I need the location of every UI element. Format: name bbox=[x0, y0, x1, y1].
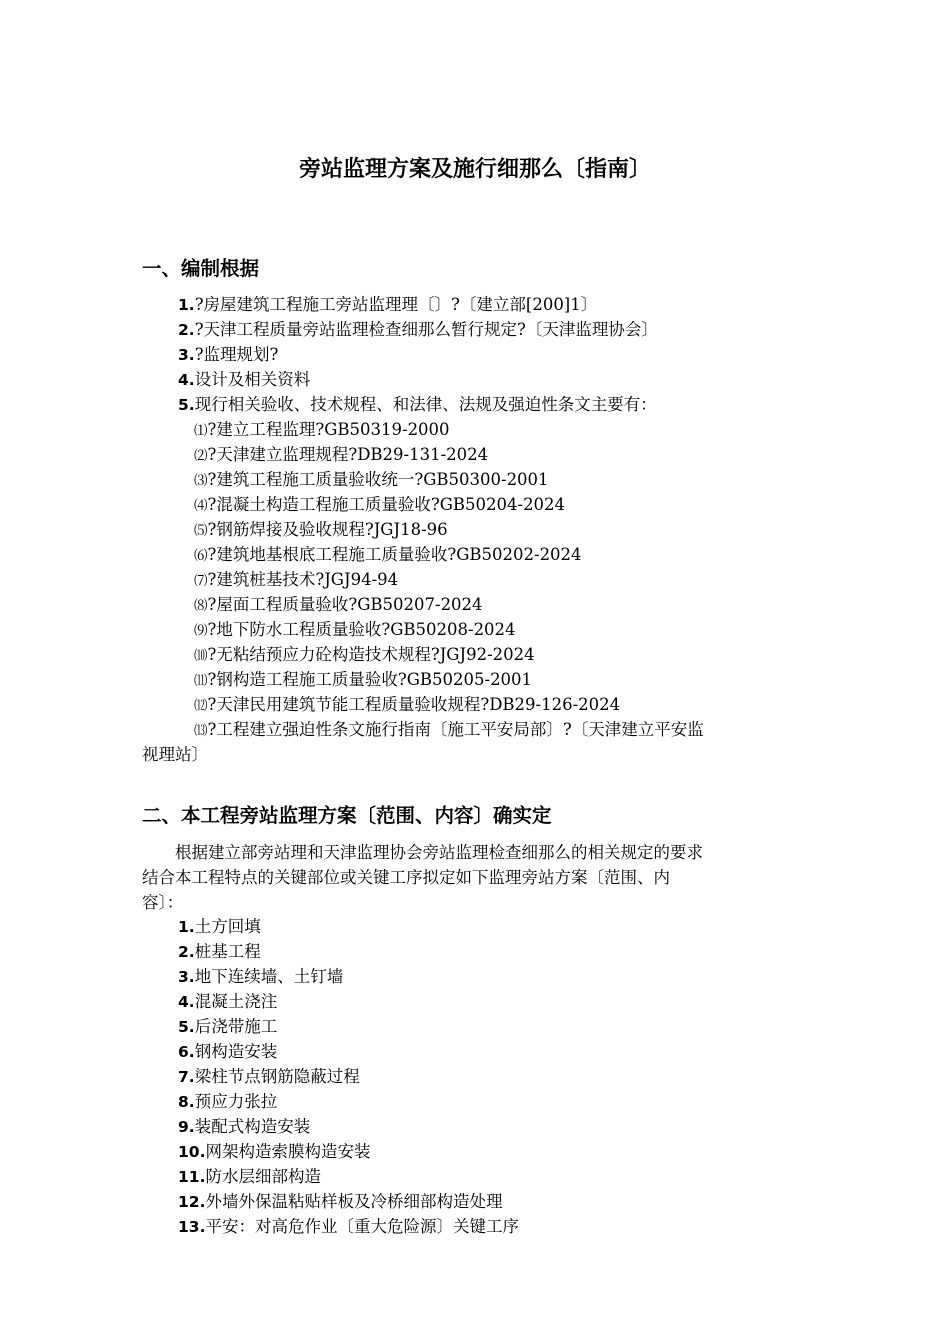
sub-list-item-continuation: 视理站〕 bbox=[142, 745, 208, 764]
item-text: ?监理规划? bbox=[194, 345, 279, 364]
list-item bbox=[0, 1164, 519, 1189]
list-item bbox=[0, 342, 704, 367]
list-item bbox=[0, 1064, 519, 1089]
list-item bbox=[0, 939, 519, 964]
sub-item-number: ⑴ bbox=[194, 423, 208, 439]
item-text: 地下连续墙、土钉墙 bbox=[194, 967, 344, 986]
sub-list-item bbox=[0, 592, 704, 617]
list-item bbox=[0, 292, 704, 317]
sub-item-text: ?屋面工程质量验收?GB50207-2024 bbox=[207, 595, 483, 614]
item-text: 现行相关验收、技术规程、和法律、法规及强迫性条文主要有： bbox=[194, 395, 657, 414]
basis-list bbox=[0, 292, 704, 767]
sub-item-text: ?天津建立监理规程?DB29-131-2024 bbox=[207, 445, 489, 464]
sub-item-text: ?建筑地基根底工程施工质量验收?GB50202-2024 bbox=[207, 545, 582, 564]
list-item bbox=[0, 1014, 519, 1039]
item-text: 土方回填 bbox=[194, 917, 261, 936]
sub-list-item bbox=[0, 617, 704, 642]
sub-item-text: ?钢筋焊接及验收规程?JGJ18-96 bbox=[207, 520, 448, 539]
sub-list-item bbox=[0, 467, 704, 492]
item-number: 1. bbox=[178, 296, 195, 314]
sub-item-number: ⑶ bbox=[194, 473, 208, 489]
list-item bbox=[0, 989, 519, 1014]
item-text: 防水层细部构造 bbox=[205, 1167, 321, 1186]
list-item bbox=[0, 914, 519, 939]
item-number: 8. bbox=[178, 1093, 195, 1111]
sub-list-item bbox=[0, 442, 704, 467]
item-number: 1. bbox=[178, 918, 195, 936]
section-heading-basis: 一、编制根据 bbox=[142, 257, 260, 280]
sub-list-item bbox=[0, 717, 704, 742]
item-number: 5. bbox=[178, 396, 195, 414]
sub-item-text: ?建筑桩基技术?JGJ94-94 bbox=[207, 570, 399, 589]
paragraph-line: 容〕： bbox=[142, 893, 184, 912]
sub-item-number: ⑼ bbox=[194, 623, 208, 639]
sub-item-text: ?天津民用建筑节能工程质量验收规程?DB29-126-2024 bbox=[207, 695, 621, 714]
paragraph-line: 结合本工程特点的关键部位或关键工序拟定如下监理旁站方案〔范围、内 bbox=[142, 868, 670, 887]
list-item bbox=[0, 1214, 519, 1239]
item-number: 5. bbox=[178, 1018, 195, 1036]
scope-paragraph bbox=[142, 840, 802, 915]
sub-item-text: ?建筑工程施工质量验收统一?GB50300-2001 bbox=[207, 470, 549, 489]
list-item bbox=[0, 317, 704, 342]
item-number: 10. bbox=[178, 1143, 206, 1161]
sub-item-text: ?工程建立强迫性条文施行指南〔施工平安局部〕?〔天津建立平安监 bbox=[207, 720, 704, 739]
item-text: 平安：对高危作业〔重大危险源〕关键工序 bbox=[205, 1217, 519, 1236]
item-text: 梁柱节点钢筋隐蔽过程 bbox=[194, 1067, 360, 1086]
item-text: 后浇带施工 bbox=[194, 1017, 278, 1036]
sub-item-number: ⑾ bbox=[194, 673, 208, 689]
list-item bbox=[0, 1189, 519, 1214]
sub-list-item bbox=[0, 542, 704, 567]
sub-item-number: ⑵ bbox=[194, 448, 208, 464]
item-text: 钢构造安装 bbox=[194, 1042, 278, 1061]
section-heading-scope: 二、本工程旁站监理方案〔范围、内容〕确实定 bbox=[142, 804, 552, 827]
list-item bbox=[0, 1114, 519, 1139]
sub-item-text: ?建立工程监理?GB50319-2000 bbox=[207, 420, 450, 439]
sub-item-text: ?地下防水工程质量验收?GB50208-2024 bbox=[207, 620, 516, 639]
sub-item-text: ?无粘结预应力砼构造技术规程?JGJ92-2024 bbox=[207, 645, 535, 664]
sub-item-number: ⑺ bbox=[194, 573, 208, 589]
list-item bbox=[0, 964, 519, 989]
list-item bbox=[0, 367, 704, 392]
item-text: ?房屋建筑工程施工旁站监理理〔〕?〔建立部[200]1〕 bbox=[194, 295, 598, 314]
list-item bbox=[0, 1089, 519, 1114]
sub-list-item bbox=[0, 567, 704, 592]
sub-list-item bbox=[0, 692, 704, 717]
list-item bbox=[0, 1039, 519, 1064]
list-item bbox=[0, 392, 704, 417]
sub-list-item bbox=[0, 667, 704, 692]
sub-item-text: ?钢构造工程施工质量验收?GB50205-2001 bbox=[207, 670, 533, 689]
item-text: 设计及相关资料 bbox=[194, 370, 311, 389]
sub-item-number: ⒀ bbox=[194, 723, 208, 739]
item-number: 13. bbox=[178, 1218, 206, 1236]
sub-list-item bbox=[0, 417, 704, 442]
sub-item-text: ?混凝土构造工程施工质量验收?GB50204-2024 bbox=[207, 495, 566, 514]
item-text: ?天津工程质量旁站监理检查细那么暂行规定?〔天津监理协会〕 bbox=[194, 320, 658, 339]
item-text: 装配式构造安装 bbox=[194, 1117, 311, 1136]
item-text: 外墙外保温粘贴样板及冷桥细部构造处理 bbox=[205, 1192, 503, 1211]
sub-item-number: ⑸ bbox=[194, 523, 208, 539]
sub-list-item bbox=[0, 492, 704, 517]
item-number: 11. bbox=[178, 1168, 206, 1186]
sub-item-number: ⑻ bbox=[194, 598, 208, 614]
sub-item-number: ⑷ bbox=[194, 498, 208, 514]
item-number: 4. bbox=[178, 371, 195, 389]
item-number: 12. bbox=[178, 1193, 206, 1211]
item-number: 7. bbox=[178, 1068, 195, 1086]
item-number: 3. bbox=[178, 346, 195, 364]
item-text: 混凝土浇注 bbox=[194, 992, 278, 1011]
scope-list bbox=[0, 914, 519, 1239]
paragraph-line: 根据建立部旁站理和天津监理协会旁站监理检查细那么的相关规定的要求 bbox=[142, 843, 703, 862]
sub-list-item bbox=[0, 517, 704, 542]
document-title: 旁站监理方案及施行细那么〔指南〕 bbox=[298, 157, 651, 182]
item-number: 6. bbox=[178, 1043, 195, 1061]
list-item bbox=[0, 1139, 519, 1164]
sub-item-number: ⑿ bbox=[194, 698, 208, 714]
sub-item-number: ⑽ bbox=[194, 648, 208, 664]
item-number: 3. bbox=[178, 968, 195, 986]
item-number: 4. bbox=[178, 993, 195, 1011]
item-text: 预应力张拉 bbox=[194, 1092, 278, 1111]
item-number: 2. bbox=[178, 321, 195, 339]
item-text: 桩基工程 bbox=[194, 942, 261, 961]
sub-list-item bbox=[0, 642, 704, 667]
sub-item-number: ⑹ bbox=[194, 548, 208, 564]
item-text: 网架构造索膜构造安装 bbox=[205, 1142, 371, 1161]
item-number: 2. bbox=[178, 943, 195, 961]
item-number: 9. bbox=[178, 1118, 195, 1136]
